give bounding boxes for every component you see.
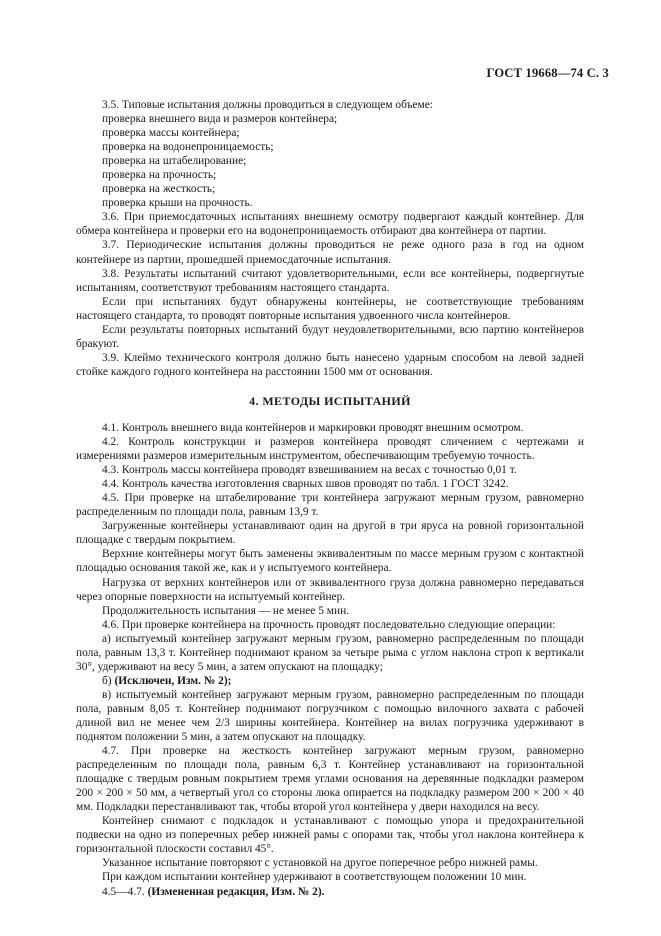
clause-3-7: 3.7. Периодические испытания должны проводиться не реже одного раза в год на одном контейнере из партии, прошедшей приемосдаточные испытания. (76, 239, 584, 266)
page-header: ГОСТ 19668—74 С. 3 (486, 66, 609, 80)
document-body (76, 98, 584, 899)
clause-4-6-c: в) испытуемый контейнер загружают мерным грузом, равномерно распределенным по площади пола, равным 8,05 т. Контейнер поднимают погрузчиком с помощью вилочного захвата с рабочей длиной вил не менее чем 2/3 ширины контейнера. Контейнер на вилах погрузчика удерживают в поднятом положении 5 мин, а затем опускают на площадку. (76, 688, 584, 744)
clause-3-8: 3.8. Результаты испытаний считают удовлетворительными, если все контейнеры, подвергнутые испытаниям, соответствуют требованиям настоящего стандарта. (76, 267, 584, 294)
clause-4-7-paragraph: Указанное испытание повторяют с установкой на другое поперечное ребро нижней рамы. (102, 857, 538, 870)
clause-4-6-b-note: (Исключен, Изм. № 2); (114, 674, 232, 687)
clause-3-8-paragraph: Если результаты повторных испытаний будут неудовлетворительными, всю партию контейнеров бракуют. (76, 323, 584, 350)
clause-3-6: 3.6. При приемосдаточных испытаниях внешнему осмотру подвергают каждый контейнер. Для обмера контейнера и проверки его на водонепроницаемость отбирают два контейнера от партии. (76, 211, 584, 238)
list-item: проверка внешнего вида и размеров контейнера; (102, 113, 338, 126)
revision-note-prefix: 4.5—4.7. (102, 885, 145, 898)
clause-4-6-b-prefix: б) (102, 674, 112, 687)
list-item: проверка крыши на прочность. (102, 197, 253, 210)
clause-4-6: 4.6. При проверке контейнера на прочность проводят последовательно следующие операции: (102, 618, 556, 631)
clause-3-8-paragraph: Если при испытаниях будут обнаружены контейнеры, не соответствующие требованиям настоящего стандарта, то проводят повторные испытания удвоенного числа контейнеров. (76, 295, 584, 322)
list-item: проверка на водонепроницаемость; (102, 141, 274, 154)
clause-4-3: 4.3. Контроль массы контейнера проводят взвешиванием на весах с точностью 0,01 т. (102, 464, 517, 477)
clause-4-5: 4.5. При проверке на штабелирование три контейнера загружают мерным грузом, равномерно распределенным по площади пола, равным 13,9 т. (76, 492, 584, 519)
clause-4-5-paragraph: Продолжительность испытания — не менее 5 мин. (102, 604, 350, 617)
list-item: проверка массы контейнера; (102, 127, 240, 140)
clause-4-5-paragraph: Нагрузка от верхних контейнеров или от эквивалентного груза должна равномерно передаваться через опорные поверхности на испытуемый контейнер. (76, 576, 584, 603)
clause-4-2: 4.2. Контроль конструкции и размеров контейнера проводят сличением с чертежами и измерениями размеров измерительным инструментом, обеспечивающим требуемую точность. (76, 436, 584, 463)
clause-4-5-paragraph: Загруженные контейнеры устанавливают один на другой в три яруса на ровной горизонтальной площадке с твердым покрытием. (76, 520, 584, 547)
list-item: проверка на жесткость; (102, 183, 216, 196)
clause-4-4: 4.4. Контроль качества изготовления сварных швов проводят по табл. 1 ГОСТ 3242. (102, 478, 509, 491)
clause-3-5-intro: 3.5. Типовые испытания должны проводиться в следующем объеме: (102, 99, 433, 111)
clause-4-6-b (76, 674, 584, 688)
clause-4-7-paragraph: Контейнер снимают с подкладок и устанавливают с помощью упора и предохранительной подвески на одно из поперечных ребер нижней рамы с опорами так, чтобы угол наклона контейнера к горизонтальной плоскости составил 45°. (76, 815, 584, 856)
clause-3-9: 3.9. Клеймо технического контроля должно быть нанесено ударным способом на левой задней стойке каждого годного контейнера на расстоянии 1500 мм от основания. (76, 351, 584, 378)
list-item: проверка на прочность; (102, 169, 217, 182)
revision-note (76, 885, 584, 899)
list-item: проверка на штабелирование; (102, 155, 247, 168)
clause-4-5-paragraph: Верхние контейнеры могут быть заменены эквивалентным по массе мерным грузом с контактной площадью основания такой же, как и у испытуемого контейнера. (76, 548, 584, 575)
revision-note-text: (Измененная редакция, Изм. № 2). (147, 885, 325, 898)
clause-4-7-paragraph: При каждом испытании контейнер удерживают в соответствующем положении 10 мин. (102, 871, 527, 884)
section-title: 4. МЕТОДЫ ИСПЫТАНИЙ (249, 393, 411, 408)
clause-4-6-a: а) испытуемый контейнер загружают мерным грузом, равномерно распределенным по площади пола, равным 13,3 т. Контейнер поднимают краном за четыре рыма с углом наклона строп к вертикали 30°, удерживают на весу 5 мин, а затем опускают на площадку; (76, 632, 584, 673)
clause-4-1: 4.1. Контроль внешнего вида контейнеров и маркировки проводят внешним осмотром. (102, 421, 524, 434)
clause-4-7: 4.7. При проверке на жесткость контейнер загружают мерным грузом, равномерно распределенным по площади пола, равным 6,3 т. Контейнер устанавливают на горизонтальной площадке с твердым ровным покрытием тремя углами основания на деревянные подкладки размером 200 × 200 × 50 мм, а четвертый угол со стороны люка опирается на подкладку размером 200 × 200 × 40 мм. Подкладки перестанвливают так, чтобы второй угол контейнера у двери находился на весу. (76, 745, 584, 814)
